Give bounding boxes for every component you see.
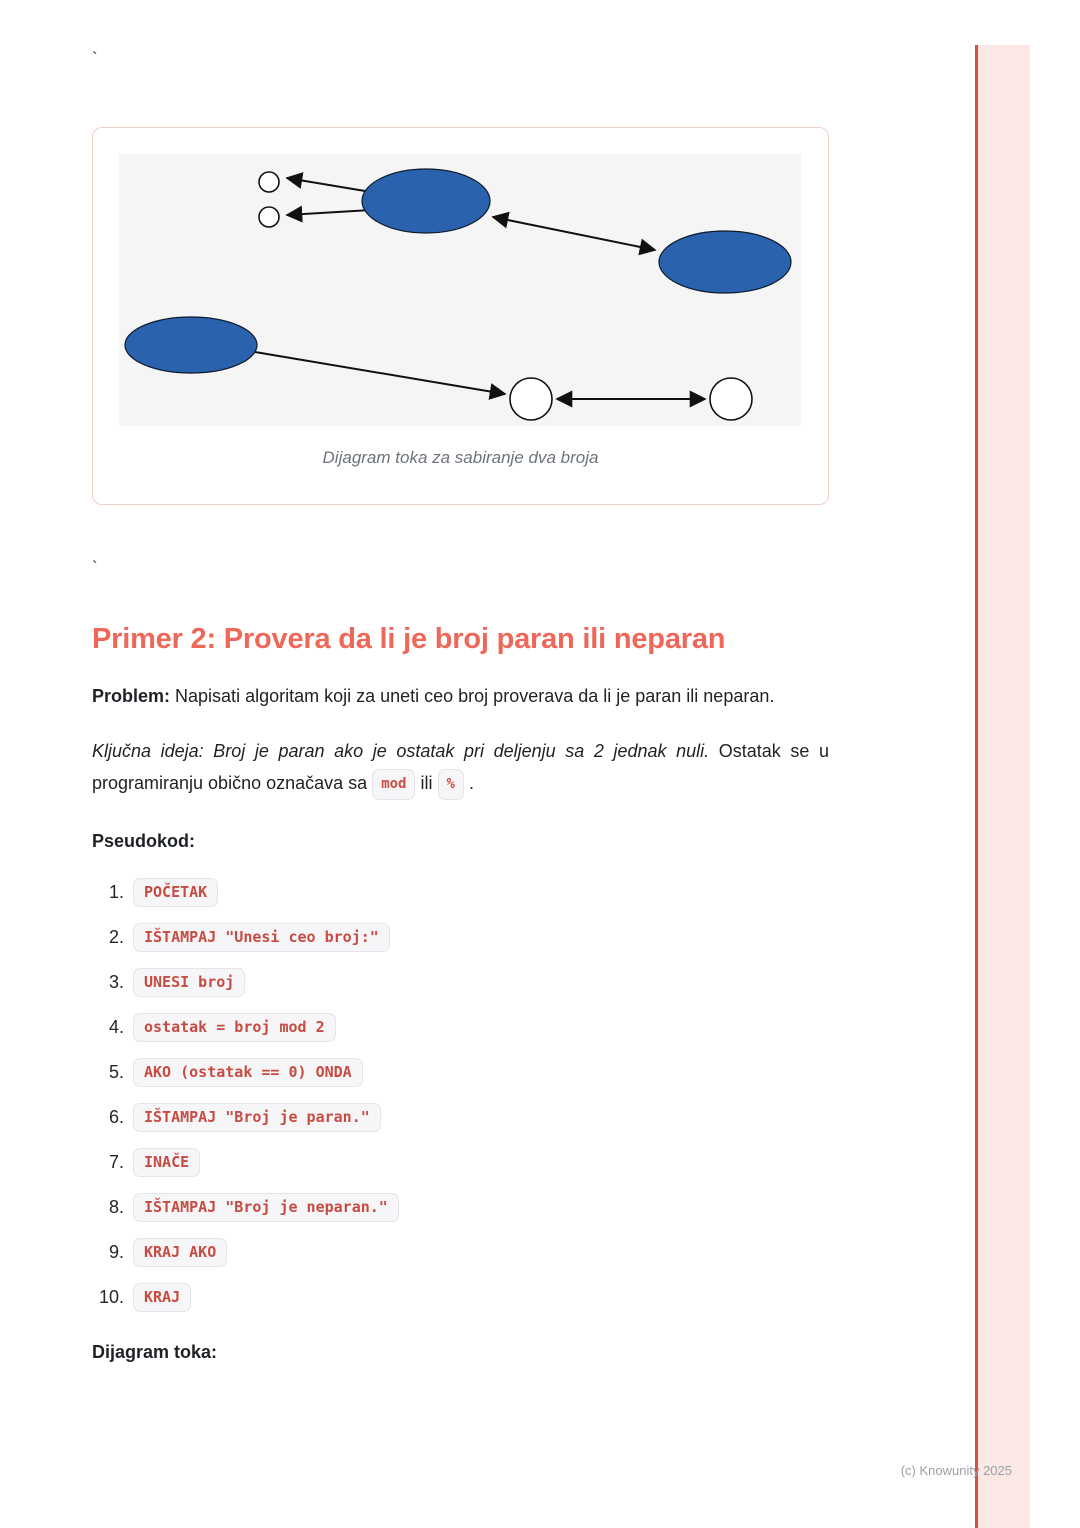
flowchart-diagram <box>119 154 801 426</box>
inline-code-mod: mod <box>372 769 415 801</box>
pseudocode-number: 4. <box>108 1017 124 1038</box>
flow-diagram-label: Dijagram toka: <box>92 1342 218 1363</box>
problem-paragraph <box>92 681 829 713</box>
pseudocode-item <box>92 878 829 907</box>
copyright-note: (c) Knowunity 2025 <box>900 1463 1012 1478</box>
figure-caption: Dijagram toka za sabiranje dva broja <box>322 448 599 467</box>
pseudocode-code: UNESI broj <box>133 968 245 997</box>
pseudocode-item <box>92 1148 829 1177</box>
pseudocode-item <box>92 1103 829 1132</box>
pseudocode-number: 8. <box>108 1197 124 1218</box>
pseudocode-item <box>92 1193 829 1222</box>
pseudocode-item <box>92 968 829 997</box>
pseudocode-item <box>92 1283 829 1312</box>
pseudocode-label: Pseudokod: <box>92 831 196 852</box>
pseudocode-item <box>92 1058 829 1087</box>
pseudocode-code: ostatak = broj mod 2 <box>133 1013 336 1042</box>
pseudocode-list <box>92 878 829 1312</box>
key-idea-italic: Ključna ideja: Broj je paran ako je ostatak pri deljenju sa 2 jednak nuli. <box>92 741 710 762</box>
pseudocode-number: 6. <box>108 1107 124 1128</box>
pseudocode-number: 7. <box>108 1152 124 1173</box>
pseudocode-number: 10. <box>98 1287 124 1308</box>
key-idea-paragraph <box>92 736 829 801</box>
pseudocode-code: IŠTAMPAJ "Unesi ceo broj:" <box>133 923 390 952</box>
pseudocode-item <box>92 923 829 952</box>
pseudocode-code: KRAJ <box>133 1283 191 1312</box>
pseudocode-number: 3. <box>108 972 124 993</box>
pseudocode-code: INAČE <box>133 1148 200 1177</box>
stray-backtick-top: ` <box>92 49 98 68</box>
right-accent-strip <box>975 45 1030 1528</box>
pseudocode-number: 2. <box>108 927 124 948</box>
document-page <box>92 0 829 1363</box>
pseudocode-item <box>92 1013 829 1042</box>
pseudocode-code: IŠTAMPAJ "Broj je neparan." <box>133 1193 399 1222</box>
pseudocode-number: 5. <box>108 1062 124 1083</box>
key-idea-period: . <box>468 772 474 793</box>
inline-code-percent: % <box>438 769 464 801</box>
key-idea-conjunction: ili <box>420 772 433 793</box>
pseudocode-code: POČETAK <box>133 878 218 907</box>
pseudocode-code: AKO (ostatak == 0) ONDA <box>133 1058 363 1087</box>
stray-backtick-middle: ` <box>92 558 98 577</box>
flowchart-figure <box>92 127 829 505</box>
pseudocode-code: IŠTAMPAJ "Broj je paran." <box>133 1103 381 1132</box>
key-idea-text: Ostatak se u programiranju obično označava sa <box>92 741 829 793</box>
pseudocode-code: KRAJ AKO <box>133 1238 227 1267</box>
pseudocode-item <box>92 1238 829 1267</box>
pseudocode-number: 9. <box>108 1242 124 1263</box>
section-heading: Primer 2: Provera da li je broj paran ili neparan <box>92 623 726 655</box>
pseudocode-number: 1. <box>108 882 124 903</box>
problem-text: Napisati algoritam koji za uneti ceo broj proverava da li je paran ili neparan. <box>175 685 775 706</box>
problem-label: Problem: <box>92 685 171 706</box>
